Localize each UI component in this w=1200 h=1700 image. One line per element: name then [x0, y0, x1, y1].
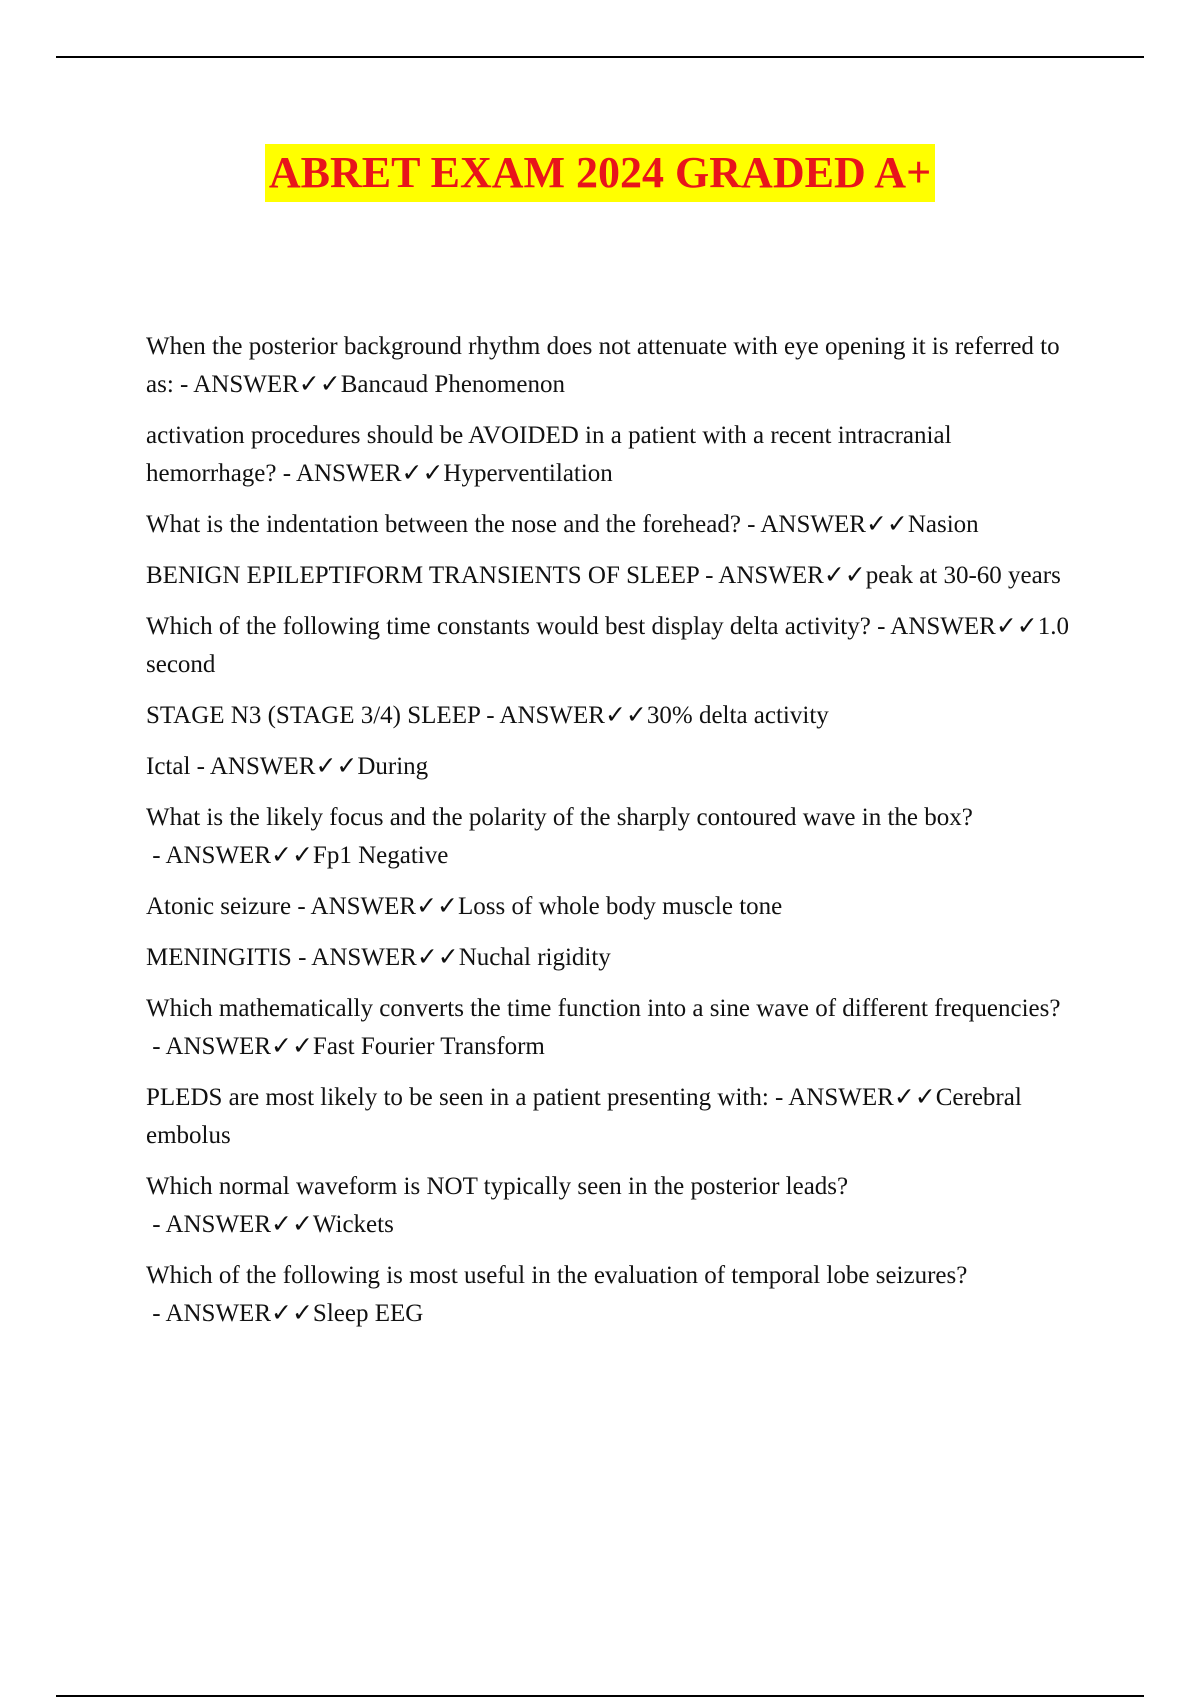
double-check-icon: ✓✓ — [401, 460, 444, 487]
answer-label: ANSWER — [311, 944, 417, 971]
qa-item — [146, 990, 1086, 1066]
answer-text: Nuchal rigidity — [458, 944, 611, 971]
question-text: activation procedures should be AVOIDED in a patient with a recent intracranial hemorrhage? — [146, 422, 952, 487]
qa-item — [146, 748, 1086, 786]
answer-separator: - — [479, 702, 500, 729]
answer-text: Fast Fourier Transform — [312, 1033, 545, 1060]
double-check-icon: ✓✓ — [271, 1211, 313, 1238]
qa-item — [146, 1079, 1086, 1155]
answer-text: Sleep EEG — [312, 1300, 424, 1327]
question-text: Which normal waveform is NOT typically seen in the posterior leads? — [146, 1173, 849, 1200]
answer-text: Wickets — [312, 1211, 394, 1238]
question-text: MENINGITIS — [146, 944, 292, 971]
question-text: Which of the following time constants would best display delta activity? — [146, 613, 871, 640]
answer-label: ANSWER — [209, 753, 316, 780]
answer-text: peak at 30-60 years — [865, 562, 1061, 589]
qa-item — [146, 799, 1086, 875]
qa-item — [146, 328, 1086, 404]
answer-separator: - — [146, 1211, 166, 1238]
double-check-icon: ✓✓ — [865, 511, 908, 538]
question-text: What is the likely focus and the polarity of the sharply contoured wave in the box? — [146, 804, 973, 831]
answer-separator: - — [740, 511, 761, 538]
qa-item — [146, 608, 1086, 684]
qa-item — [146, 1257, 1086, 1333]
answer-separator: - — [146, 1033, 166, 1060]
question-text: PLEDS are most likely to be seen in a patient presenting with: — [146, 1084, 769, 1111]
qa-item — [146, 417, 1086, 493]
answer-text: 30% delta activity — [646, 702, 829, 729]
answer-text: Fp1 Negative — [312, 842, 449, 869]
answer-separator: - — [698, 562, 719, 589]
answer-label: ANSWER — [788, 1084, 894, 1111]
qa-list — [146, 328, 1086, 1346]
answer-text: Loss of whole body muscle tone — [458, 893, 783, 920]
answer-separator: - — [190, 753, 210, 780]
double-check-icon: ✓✓ — [416, 893, 459, 920]
answer-label: ANSWER — [760, 511, 866, 538]
answer-separator: - — [870, 613, 891, 640]
question-text: BENIGN EPILEPTIFORM TRANSIENTS OF SLEEP — [146, 562, 699, 589]
answer-text: Hyperventilation — [443, 460, 613, 487]
answer-separator: - — [276, 460, 296, 487]
answer-label: ANSWER — [165, 1033, 272, 1060]
double-check-icon: ✓✓ — [315, 753, 358, 780]
answer-label: ANSWER — [499, 702, 605, 729]
answer-separator: - — [291, 893, 311, 920]
top-rule — [56, 56, 1144, 58]
question-text: Ictal — [146, 753, 191, 780]
qa-item — [146, 888, 1086, 926]
double-check-icon: ✓✓ — [271, 1300, 313, 1327]
qa-item — [146, 939, 1086, 977]
double-check-icon: ✓✓ — [271, 1033, 313, 1060]
answer-separator: - — [146, 842, 166, 869]
document-title: ABRET EXAM 2024 GRADED A+ — [265, 144, 935, 202]
answer-label: ANSWER — [310, 893, 417, 920]
answer-label: ANSWER — [890, 613, 996, 640]
double-check-icon: ✓✓ — [416, 944, 459, 971]
question-text: Which mathematically converts the time function into a sine wave of different frequencies? — [146, 995, 1061, 1022]
question-text: What is the indentation between the nose and the forehead? — [146, 511, 741, 538]
question-text: Which of the following is most useful in the evaluation of temporal lobe seizures? — [146, 1262, 968, 1289]
answer-label: ANSWER — [165, 1211, 272, 1238]
title-container — [0, 144, 1200, 202]
double-check-icon: ✓✓ — [298, 371, 341, 398]
qa-item — [146, 1168, 1086, 1244]
answer-text: Cerebral embolus — [146, 1084, 1022, 1149]
answer-label: ANSWER — [165, 1300, 272, 1327]
answer-label: ANSWER — [718, 562, 824, 589]
answer-text: Bancaud Phenomenon — [340, 371, 565, 398]
answer-label: ANSWER — [193, 371, 299, 398]
answer-label: ANSWER — [295, 460, 402, 487]
double-check-icon: ✓✓ — [893, 1084, 936, 1111]
qa-item — [146, 506, 1086, 544]
answer-label: ANSWER — [165, 842, 272, 869]
answer-separator: - — [173, 371, 194, 398]
answer-separator: - — [768, 1084, 789, 1111]
double-check-icon: ✓✓ — [995, 613, 1038, 640]
question-text: When the posterior background rhythm does not attenuate with eye opening it is referred to as: — [146, 333, 1060, 398]
double-check-icon: ✓✓ — [823, 562, 866, 589]
double-check-icon: ✓✓ — [604, 702, 647, 729]
answer-text: 1.0 second — [146, 613, 1070, 678]
bottom-rule — [56, 1695, 1144, 1697]
answer-separator: - — [146, 1300, 166, 1327]
qa-item — [146, 557, 1086, 595]
answer-separator: - — [291, 944, 312, 971]
answer-text: Nasion — [907, 511, 979, 538]
qa-item — [146, 697, 1086, 735]
question-text: STAGE N3 (STAGE 3/4) SLEEP — [146, 702, 480, 729]
question-text: Atonic seizure — [146, 893, 292, 920]
double-check-icon: ✓✓ — [271, 842, 313, 869]
answer-text: During — [357, 753, 429, 780]
